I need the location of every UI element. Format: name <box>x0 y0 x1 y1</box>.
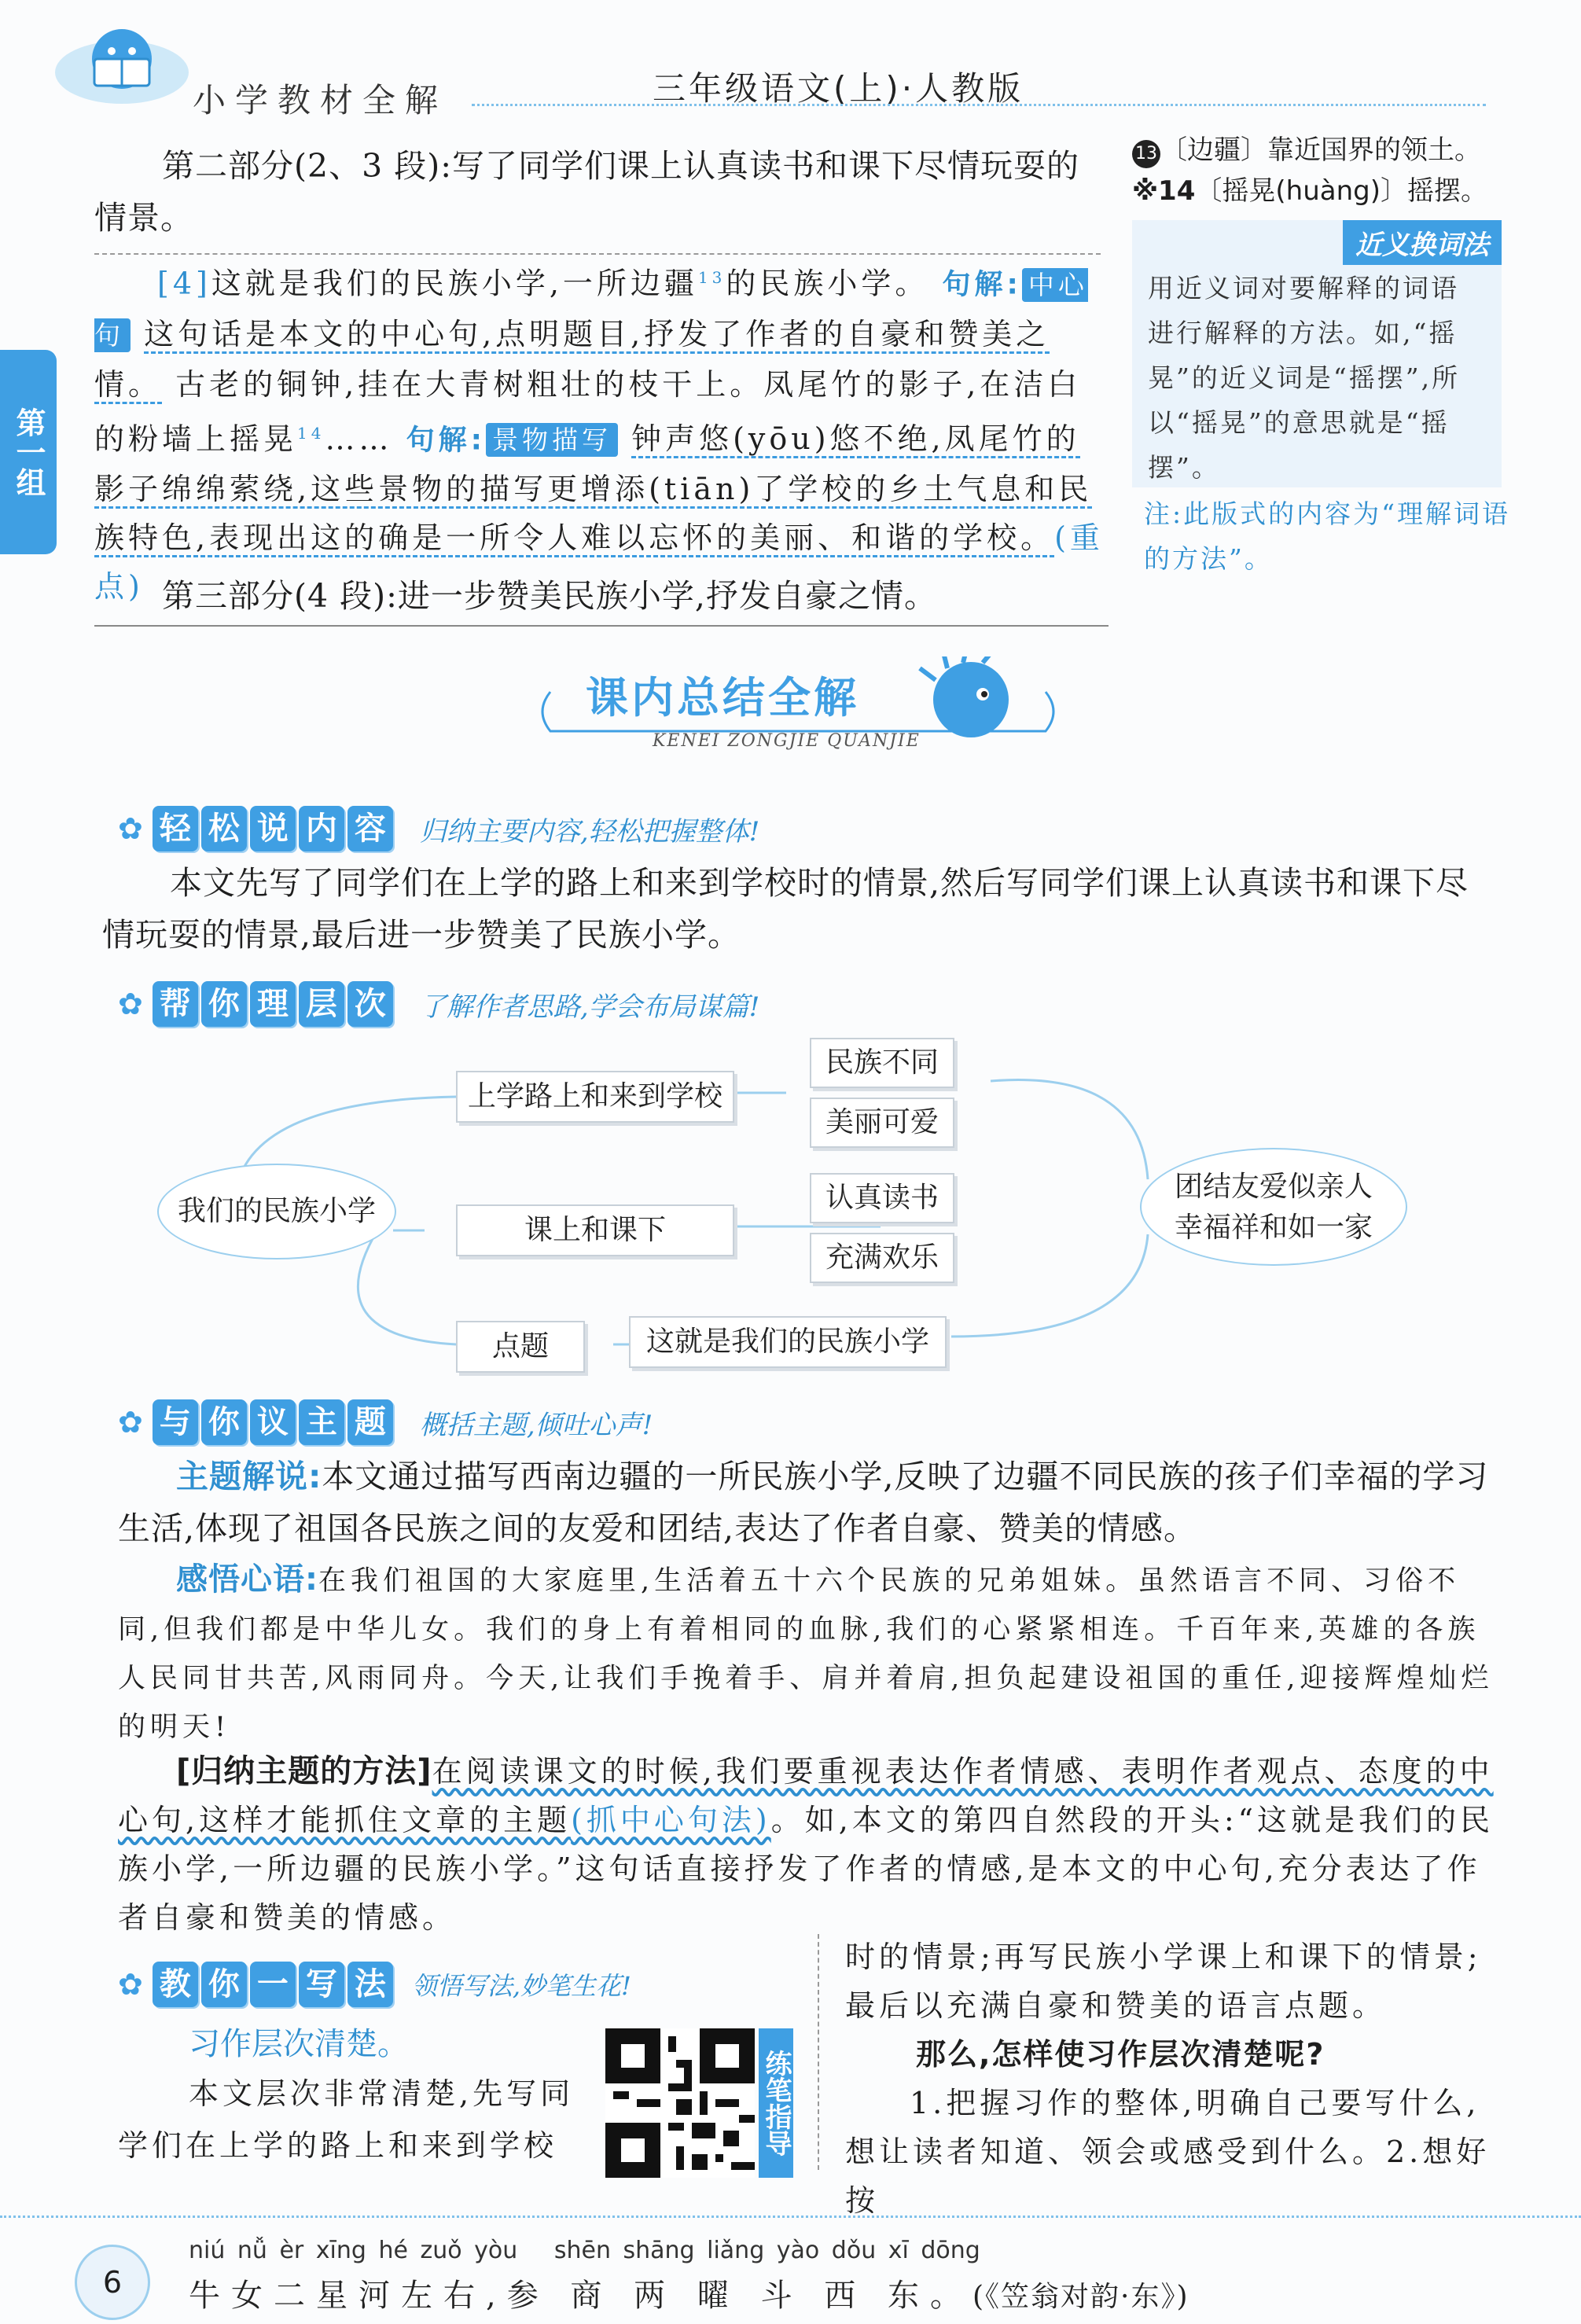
divider-bottom <box>94 625 1109 627</box>
part3-text: 第三部分(4 段):进一步赞美民族小学,抒发自豪之情。 <box>162 577 937 615</box>
title-char: 法 <box>347 1962 393 2007</box>
sidebar-note: 注:此版式的内容为“理解词语的方法”。 <box>1144 498 1510 574</box>
mindmap-branch-3: 点题 <box>456 1321 585 1373</box>
section-structure-subtitle: 了解作者思路,学会布局谋篇! <box>419 991 760 1023</box>
butterfly-icon: ✿ <box>118 1967 143 2002</box>
tag-center-sentence: 中心句 <box>94 269 1088 351</box>
theme-label: 主题解说: <box>176 1458 322 1495</box>
mindmap-branch-2: 课上和课下 <box>456 1204 734 1256</box>
title-char: 层 <box>299 981 344 1027</box>
method-title: 近义换词法 <box>1343 220 1502 265</box>
writing-divider <box>818 1934 819 2170</box>
section-theme-title <box>153 1399 396 1445</box>
feel-label: 感悟心语: <box>176 1561 318 1598</box>
title-char: 你 <box>201 981 247 1027</box>
qr-code[interactable] <box>605 2028 755 2178</box>
title-char: 你 <box>201 1399 247 1445</box>
mindmap-branch-1: 上学路上和来到学校 <box>456 1071 734 1123</box>
note2-label: 句解: <box>406 424 486 457</box>
writing-question: 那么,怎样使习作层次清楚呢? <box>916 2037 1325 2072</box>
title-char: 次 <box>347 981 393 1027</box>
header-logo <box>47 16 197 110</box>
feel-words <box>118 1555 1502 1752</box>
para4-sentence-a: 这就是我们的民族小学,一所边疆 <box>211 266 698 301</box>
theme-method-label: [归纳主题的方法] <box>176 1753 432 1789</box>
section-theme-header <box>118 1399 653 1445</box>
footer-rule <box>0 2216 1581 2218</box>
title-char: 轻 <box>153 806 198 851</box>
title-char: 与 <box>153 1399 198 1445</box>
para4-ellipsis: …… <box>325 421 393 457</box>
part2-text: 第二部分(2、3 段):写了同学们课上认真读书和课下尽情玩耍的情景。 <box>94 147 1080 237</box>
note1-label: 句解: <box>942 268 1022 301</box>
title-char: 内 <box>299 806 344 851</box>
title-char: 议 <box>250 1399 296 1445</box>
writing-lead: 习作层次清楚。 <box>189 2026 409 2062</box>
title-char: 题 <box>347 1399 393 1445</box>
para4-sentence-b: 的民族小学。 <box>726 266 929 301</box>
gloss-13-text: 〔边疆〕靠近国界的领土。 <box>1160 134 1481 166</box>
title-char: 主 <box>299 1399 344 1445</box>
group-tab-label: 第一组 <box>11 407 46 497</box>
title-char: 说 <box>250 806 296 851</box>
butterfly-icon: ✿ <box>118 1405 143 1440</box>
key-point-mark: (重点) <box>94 520 1104 605</box>
footnote-14-mark: 14 <box>297 423 325 443</box>
page-number-badge <box>75 2245 150 2320</box>
title-char: 帮 <box>153 981 198 1027</box>
section-writing-subtitle: 领悟写法,妙笔生花! <box>411 1971 631 2001</box>
section-content-subtitle: 归纳主要内容,轻松把握整体! <box>419 815 760 848</box>
mindmap-leaf-ethnic: 民族不同 <box>810 1038 954 1088</box>
title-char: 一 <box>250 1962 296 2007</box>
note1-text: 这句话是本文的中心句,点明题目,抒发了作者的自豪和赞美之情。 <box>94 317 1050 404</box>
feel-text: 在我们祖国的大家庭里,生活着五十六个民族的兄弟姐妹。虽然语言不同、习俗不同,但我们都是中华儿女。我们的身上有着相同的血脉,我们的心紧紧相连。千百年来,英雄的各族人民同甘共苦,风雨同舟。今天,让我们手挽着手、肩并着肩,担负起建设祖国的重任,迎接辉煌灿烂的明天! <box>118 1565 1494 1743</box>
section-theme-subtitle: 概括主题,倾吐心声! <box>419 1409 653 1441</box>
section-structure-header <box>118 981 759 1027</box>
title-char: 你 <box>201 1962 247 2007</box>
gloss-13 <box>1132 130 1525 211</box>
conclusion-line-2: 幸福祥和如一家 <box>1174 1212 1373 1244</box>
writing-right-para2: 1.把握习作的整体,明确自己要写什么,想让读者知道、领会或感受到什么。2.想好按 <box>845 2086 1491 2218</box>
banner-title: 课内总结全解 <box>586 673 859 723</box>
title-char: 理 <box>250 981 296 1027</box>
method-box <box>1132 220 1502 487</box>
footer-rhyme-text: 牛女二星河左右,参 商 两 曜 斗 西 东。 <box>189 2278 973 2314</box>
para4-num-bracket: [4] <box>157 266 211 301</box>
gloss-13-num: 13 <box>1132 140 1160 168</box>
title-char: 写 <box>299 1962 344 2007</box>
mindmap <box>157 1038 1415 1368</box>
mindmap-conclusion <box>1140 1148 1407 1266</box>
butterfly-icon: ✿ <box>118 987 143 1021</box>
theme-text: 本文通过描写西南边疆的一所民族小学,反映了边疆不同民族的孩子们幸福的学习生活,体现了祖国各民族之间的友爱和团结,表达了作者自豪、赞美的情感。 <box>118 1458 1489 1547</box>
book-title: 小学教材全解 <box>193 81 448 120</box>
mindmap-center: 我们的民族小学 <box>157 1164 396 1259</box>
title-char: 教 <box>153 1962 198 2007</box>
footnote-13-mark: 13 <box>697 268 726 287</box>
mindmap-leaf-beautiful: 美丽可爱 <box>810 1098 954 1148</box>
writing-left-text: 本文层次非常清楚,先写同学们在上学的路上和来到学校 <box>118 2076 575 2163</box>
writing-right-para1: 时的情景;再写民族小学课上和课下的情景;最后以充满自豪和赞美的语言点题。 <box>845 1940 1482 2023</box>
summary-banner <box>527 656 1077 763</box>
title-char: 松 <box>201 806 247 851</box>
theme-explain <box>118 1451 1502 1554</box>
butterfly-icon: ✿ <box>118 811 143 846</box>
footer-rhyme <box>189 2271 1189 2315</box>
mindmap-leaf-joy: 充满欢乐 <box>810 1233 954 1283</box>
para4-block <box>94 253 1109 611</box>
gloss-14-num: ※14 <box>1132 175 1196 207</box>
section-content-title <box>153 806 396 851</box>
section-writing-title <box>153 1962 396 2007</box>
para4-sentence-c: 古老的铜钟,挂在大青树粗壮的枝干上。凤尾竹的影子,在洁白的粉墙上摇晃 <box>94 366 1082 457</box>
banner-pinyin: KENEI ZONGJIE QUANJIE <box>653 731 921 751</box>
note2-text: 钟声悠(yōu)悠不绝,凤尾竹的影子绵绵萦绕,这些景物的描写更增添(tiān)了学校的乡土气息和民族特色,表现出这的确是一所令人难以忘怀的美丽、和谐的学校。 <box>94 421 1092 557</box>
theme-method <box>118 1747 1502 1942</box>
writing-right-text <box>845 1932 1506 2225</box>
mindmap-leaf-title: 这就是我们的民族小学 <box>629 1316 947 1368</box>
tag-scenery: 景物描写 <box>486 423 618 457</box>
footer-source: (《笠翁对韵·东》) <box>972 2281 1189 2313</box>
section-writing-header <box>118 1962 631 2007</box>
header-rule <box>472 104 1486 106</box>
title-char: 容 <box>347 806 393 851</box>
mindmap-leaf-reading: 认真读书 <box>810 1173 954 1223</box>
gloss-14-text: 〔摇晃(huàng)〕摇摆。 <box>1195 175 1487 207</box>
section-content-header <box>118 806 759 851</box>
theme-method-tag: (抓中心句法) <box>571 1803 771 1837</box>
conclusion-line-1: 团结友爱似亲人 <box>1174 1171 1373 1203</box>
theme-method-text-c: 。如,本文的第四自然段的开头:“这就是我们的民族小学,一所边疆的民族小学。”这句话直接抒发了作者的情感,是本文的中心句,充分表达了作者自豪和赞美的情感。 <box>118 1803 1495 1935</box>
method-text: 用近义词对要解释的词语进行解释的方法。如,“摇晃”的近义词是“摇摆”,所以“摇晃”的意思就是“摇摆”。 <box>1148 273 1461 483</box>
footer-pinyin: niú nǚ èr xīng hé zuǒ yòu shēn shāng liǎng yào dǒu xī dōng <box>189 2237 980 2264</box>
section-content-text: 本文先写了同学们在上学的路上和来到学校时的情景,然后写同学们课上认真读书和课下尽情玩耍的情景,最后进一步赞美了民族小学。 <box>102 864 1469 954</box>
theme-method-text-a: 在阅读课文的时候,我们要重视表达作者情感、表明作者观点、态度的中心句,这样才能抓住文章的主题 <box>118 1754 1494 1837</box>
header-subject: 三年级语文(上)·人教版 <box>653 69 1024 108</box>
qr-label: 练笔指导 <box>759 2028 793 2178</box>
section-structure-title <box>153 981 396 1027</box>
page-number: 6 <box>102 2265 123 2300</box>
group-tab[interactable] <box>0 350 57 554</box>
